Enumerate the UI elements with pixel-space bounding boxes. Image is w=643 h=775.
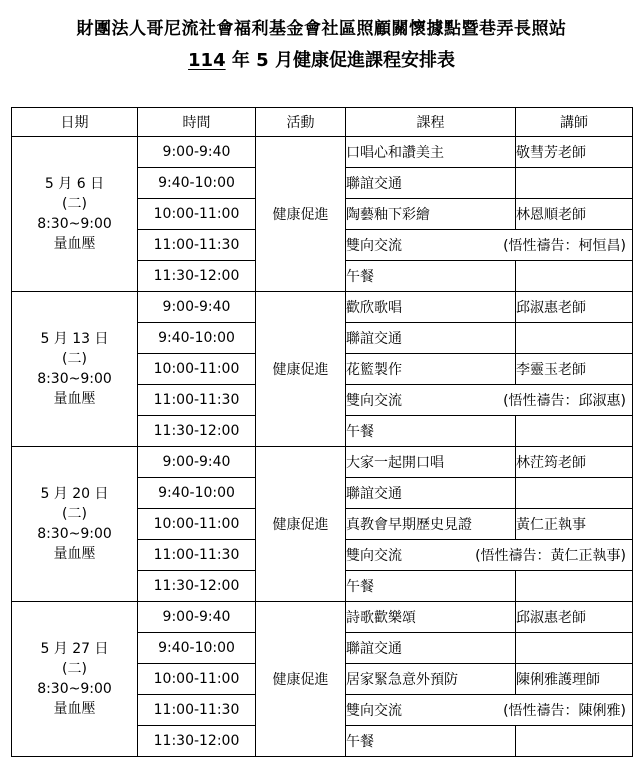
- weekday-text: (二): [62, 506, 87, 522]
- time-cell: 11:30-12:00: [138, 726, 256, 757]
- time-cell: 10:00-11:00: [138, 664, 256, 695]
- teacher-cell: [516, 323, 633, 354]
- time-cell: 10:00-11:00: [138, 509, 256, 540]
- prayer-note: (悟性禱告：邱淑惠): [503, 393, 626, 409]
- date-text: 5 月 20 日: [40, 486, 109, 502]
- course-cell: 居家緊急意外預防: [346, 664, 516, 695]
- prayer-note: (悟性禱告：柯恒昌): [503, 238, 626, 254]
- schedule-body: [12, 137, 633, 757]
- course-text: 雙向交流: [346, 238, 402, 254]
- date-text: 5 月 6 日: [44, 176, 105, 192]
- time-cell: 9:40-10:00: [138, 478, 256, 509]
- course-cell: [346, 385, 633, 416]
- date-cell: [12, 447, 138, 602]
- note-text: 量血壓: [53, 546, 96, 562]
- course-cell: [346, 695, 633, 726]
- course-cell: 午餐: [346, 726, 516, 757]
- page-title: 財團法人哥尼流社會福利基金會社區照顧關懷據點暨巷弄長照站: [76, 19, 567, 39]
- header-teacher: 講師: [516, 108, 633, 137]
- activity-cell: 健康促進: [256, 292, 346, 447]
- hours-text: 8:30~9:00: [37, 216, 112, 232]
- header-row: [12, 108, 633, 137]
- teacher-cell: 陳俐雅護理師: [516, 664, 633, 695]
- header-date: 日期: [12, 108, 138, 137]
- date-cell: [12, 137, 138, 292]
- note-text: 量血壓: [53, 701, 96, 717]
- weekday-text: (二): [62, 196, 87, 212]
- table-row: [12, 137, 633, 168]
- teacher-cell: [516, 261, 633, 292]
- prayer-note: (悟性禱告：陳俐雅): [503, 703, 626, 719]
- prayer-note: (悟性禱告：黃仁正執事): [475, 548, 626, 564]
- teacher-cell: [516, 478, 633, 509]
- year-number: 114: [188, 50, 226, 71]
- weekday-text: (二): [62, 661, 87, 677]
- course-cell: 大家一起開口唱: [346, 447, 516, 478]
- course-cell: 花籃製作: [346, 354, 516, 385]
- note-text: 量血壓: [53, 236, 96, 252]
- hours-text: 8:30~9:00: [37, 681, 112, 697]
- course-cell: 聯誼交通: [346, 633, 516, 664]
- teacher-cell: 林恩順老師: [516, 199, 633, 230]
- course-cell: 詩歌歡樂頌: [346, 602, 516, 633]
- time-cell: 9:00-9:40: [138, 602, 256, 633]
- course-cell: 聯誼交通: [346, 323, 516, 354]
- time-cell: 11:00-11:30: [138, 695, 256, 726]
- time-cell: 9:40-10:00: [138, 168, 256, 199]
- course-text: 雙向交流: [346, 548, 402, 564]
- teacher-cell: [516, 571, 633, 602]
- weekday-text: (二): [62, 351, 87, 367]
- time-cell: 9:00-9:40: [138, 292, 256, 323]
- course-text: 雙向交流: [346, 393, 402, 409]
- teacher-cell: 林茳筠老師: [516, 447, 633, 478]
- course-cell: 陶藝釉下彩繪: [346, 199, 516, 230]
- teacher-cell: 李靈玉老師: [516, 354, 633, 385]
- course-cell: 歡欣歌唱: [346, 292, 516, 323]
- course-cell: [346, 230, 633, 261]
- header-course: 課程: [346, 108, 516, 137]
- hours-text: 8:30~9:00: [37, 371, 112, 387]
- time-cell: 11:00-11:30: [138, 385, 256, 416]
- teacher-cell: [516, 633, 633, 664]
- date-cell: [12, 292, 138, 447]
- course-cell: 口唱心和讚美主: [346, 137, 516, 168]
- course-cell: 聯誼交通: [346, 168, 516, 199]
- table-row: [12, 602, 633, 633]
- teacher-cell: 邱淑惠老師: [516, 292, 633, 323]
- teacher-cell: [516, 726, 633, 757]
- course-cell: 午餐: [346, 416, 516, 447]
- time-cell: 10:00-11:00: [138, 199, 256, 230]
- teacher-cell: 邱淑惠老師: [516, 602, 633, 633]
- hours-text: 8:30~9:00: [37, 526, 112, 542]
- date-text: 5 月 27 日: [40, 641, 109, 657]
- course-cell: 午餐: [346, 261, 516, 292]
- page-subtitle: [0, 46, 643, 72]
- table-row: [12, 447, 633, 478]
- time-cell: 11:00-11:30: [138, 540, 256, 571]
- time-cell: 11:30-12:00: [138, 416, 256, 447]
- time-cell: 11:00-11:30: [138, 230, 256, 261]
- note-text: 量血壓: [53, 391, 96, 407]
- course-cell: 聯誼交通: [346, 478, 516, 509]
- date-text: 5 月 13 日: [40, 331, 109, 347]
- teacher-cell: [516, 416, 633, 447]
- time-cell: 9:00-9:40: [138, 137, 256, 168]
- teacher-cell: 敬彗芳老師: [516, 137, 633, 168]
- date-cell: [12, 602, 138, 757]
- subtitle-text: 年 5 月健康促進課程安排表: [231, 50, 455, 71]
- time-cell: 11:30-12:00: [138, 261, 256, 292]
- schedule-table: [11, 107, 633, 757]
- activity-cell: 健康促進: [256, 137, 346, 292]
- teacher-cell: 黃仁正執事: [516, 509, 633, 540]
- header-time: 時間: [138, 108, 256, 137]
- header-activity: 活動: [256, 108, 346, 137]
- course-cell: 午餐: [346, 571, 516, 602]
- time-cell: 10:00-11:00: [138, 354, 256, 385]
- table-row: [12, 292, 633, 323]
- course-text: 雙向交流: [346, 703, 402, 719]
- course-cell: [346, 540, 633, 571]
- time-cell: 9:40-10:00: [138, 633, 256, 664]
- time-cell: 9:00-9:40: [138, 447, 256, 478]
- time-cell: 9:40-10:00: [138, 323, 256, 354]
- activity-cell: 健康促進: [256, 447, 346, 602]
- time-cell: 11:30-12:00: [138, 571, 256, 602]
- teacher-cell: [516, 168, 633, 199]
- course-cell: 真教會早期歷史見證: [346, 509, 516, 540]
- activity-cell: 健康促進: [256, 602, 346, 757]
